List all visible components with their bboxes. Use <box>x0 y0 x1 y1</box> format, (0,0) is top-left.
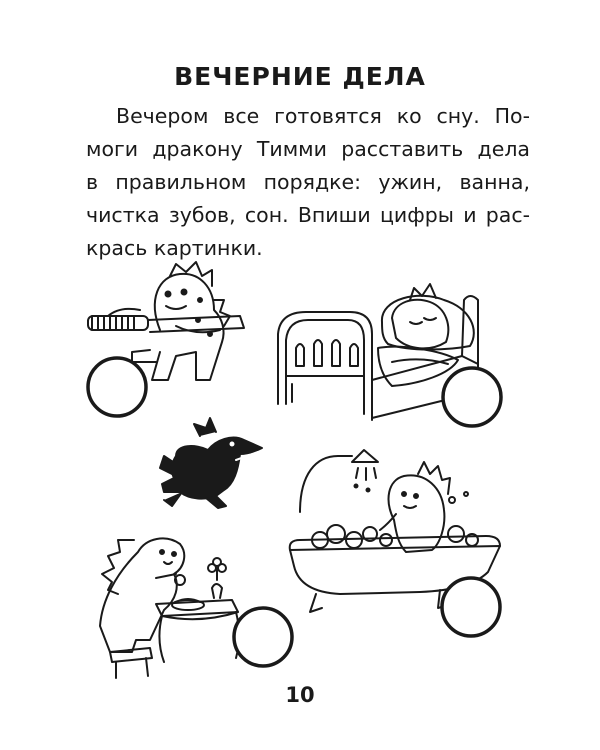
page-title: ВЕЧЕРНИЕ ДЕЛА <box>174 62 426 91</box>
instructions-line-4: чистка зубов, сон. Впиши цифры и рас- <box>86 203 530 227</box>
answer-circle-1[interactable] <box>88 358 146 416</box>
answer-circle-2[interactable] <box>443 368 501 426</box>
answer-circle-3[interactable] <box>442 578 500 636</box>
dragon-dinner-icon <box>100 538 239 678</box>
page-number: 10 <box>285 683 315 707</box>
answer-circle-4[interactable] <box>234 608 292 666</box>
instructions-line-1: Вечером все готовятся ко сну. По- <box>116 104 530 128</box>
instructions-line-5: крась картинки. <box>86 236 263 260</box>
instructions-line-2: моги дракону Тимми расставить дела <box>86 137 530 161</box>
running-dog-icon <box>160 418 262 508</box>
instructions-line-3: в правильном порядке: ужин, ванна, <box>86 170 530 194</box>
